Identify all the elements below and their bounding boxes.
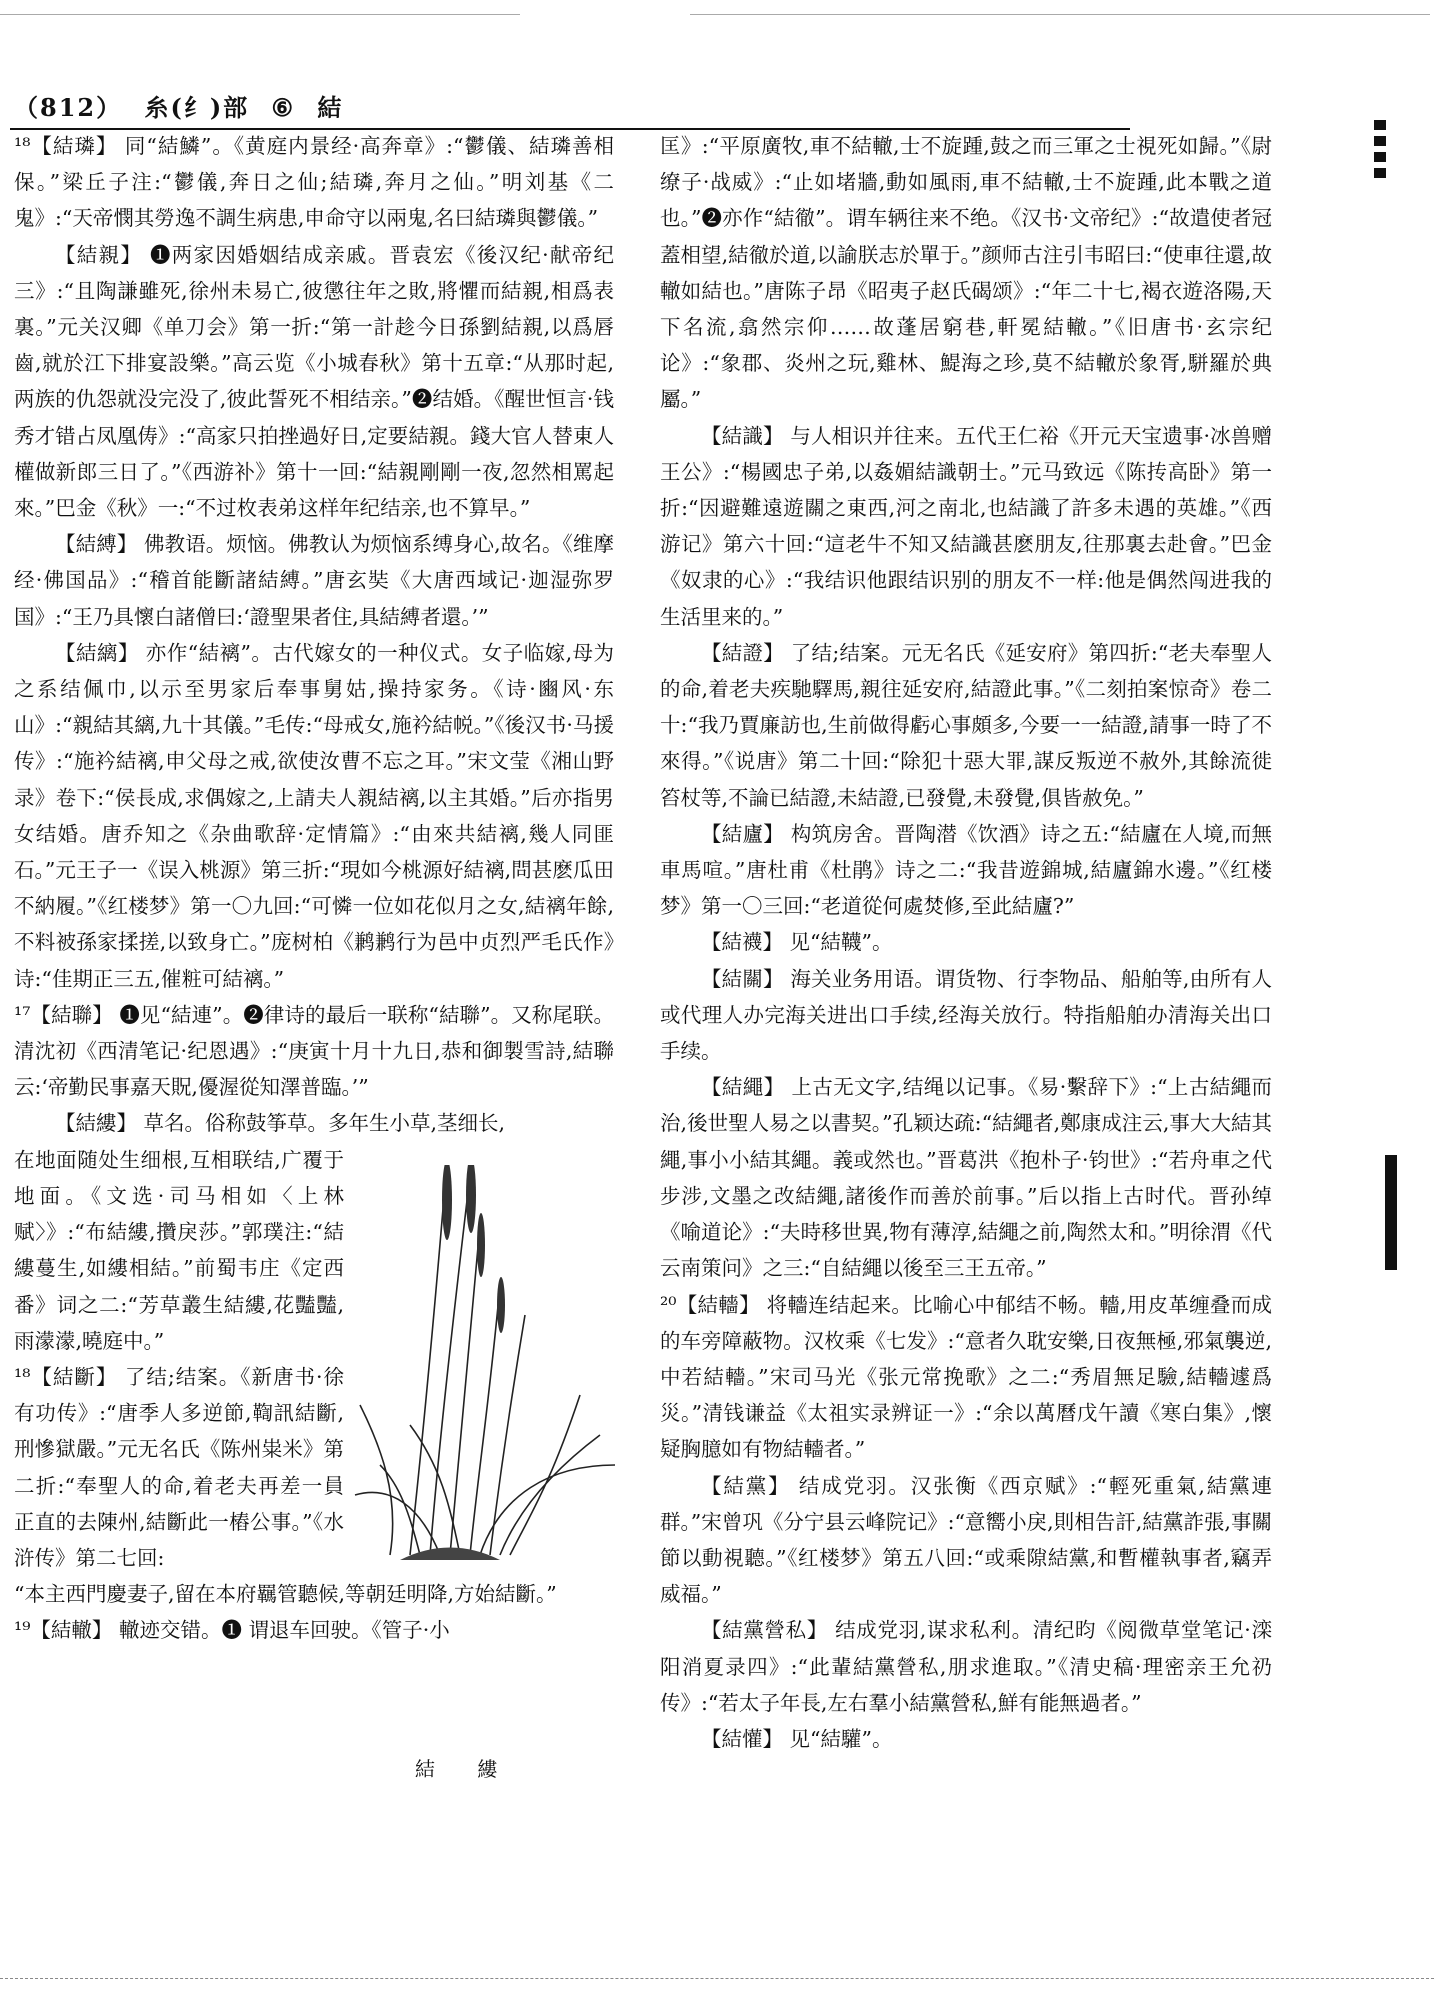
entry: 【結縛】 佛教语。烦恼。佛教认为烦恼系缚身心,故名。《维摩经·佛国品》:“稽首能斷諸結縛。”唐玄奘《大唐西域记·迦湿弥罗国》:“王乃具懷白諸僧曰:‘證聖果者住,具結縛者還。’” [14, 532, 614, 629]
entry: 【結黨營私】 结成党羽,谋求私利。清纪昀《阅微草堂笔记·滦阳消夏录四》:“此輩結黨營私,朋求進取。”《清史稿·理密亲王允礽传》:“若太子年長,左右羣小結黨營私,鮮有能無過者。” [660, 1618, 1272, 1715]
entry: 【結識】 与人相识并往来。五代王仁裕《开元天宝遗事·冰兽赠王公》:“楊國忠子弟,以姦媚結識朝士。”元马致远《陈抟高卧》第一折:“因避難遠遊關之東西,河之南北,也結識了許多未遇的英雄。”《西游记》第六十回:“這老牛不知又結識甚麽朋友,往那裏去赴會。”巴金《奴隶的心》:“我结识他跟结识别的朋友不一样:他是偶然闯进我的生活里来的。” [660, 423, 1272, 629]
entry: 【結親】 ❶两家因婚姻结成亲戚。晋袁宏《後汉纪·献帝纪三》:“且陶謙雖死,徐州未易亡,彼懲往年之敗,將懼而結親,相爲表裏。”元关汉卿《单刀会》第一折:“第一計趁今日孫劉結親,以爲唇齒,就於江下排宴設樂。”高云览《小城春秋》第十五章:“从那时起,两族的仇怨就没完没了,彼此誓死不相结亲。”❷结婚。《醒世恒言·钱秀才错占凤凰俦》:“高家只拍挫過好日,定要結親。錢大官人替東人權做新郎三日了。”《西游补》第十一回:“結親剛剛一夜,忽然相罵起來。”巴金《秋》一:“不过枚表弟这样年纪结亲,也不算早。” [14, 242, 614, 521]
entry: 【結關】 海关业务用语。谓货物、行李物品、船舶等,由所有人或代理人办完海关进出口手续,经海关放行。特指船舶办清海关出口手续。 [660, 966, 1272, 1064]
entry: ²⁰【結轖】 将轖连结起来。比喻心中郁结不畅。轖,用皮革缠叠而成的车旁障蔽物。汉枚乘《七发》:“意者久耽安樂,日夜無極,邪氣襲逆,中若結轖。”宋司马光《张元常挽歌》之二:“秀眉無足驗,結轖遽爲災。”清钱谦益《太祖实录辨证一》:“余以萬曆戊午讀《寒白集》,懷疑胸臆如有物結轖者。” [660, 1292, 1272, 1462]
grass-illustration [350, 1165, 620, 1560]
entry: 【結證】 了结;结案。元无名氏《延安府》第四折:“老夫奉聖人的命,着老夫疾馳驛馬,親往延安府,結證此事。”《二刻拍案惊奇》卷二十:“我乃賈廉訪也,生前做得虧心事頗多,今要一一結證,請事一時了不來得。”《说唐》第二十回:“除犯十惡大罪,謀反叛逆不赦外,其餘流徙笞杖等,不論已結證,未結證,已發覺,未發覺,俱皆赦免。” [660, 640, 1272, 810]
right-column [660, 128, 1272, 1757]
entry: 【結縷】 草名。俗称鼓筝草。多年生小草,茎细长, [55, 1111, 506, 1136]
wrapped-text-block [14, 1142, 344, 1576]
page-number: （812） [14, 93, 123, 122]
entry-continuation: “本主西門慶妻子,留在本府羈管聽候,等朝廷明降,方始結斷。” [14, 1582, 557, 1607]
entry: ¹⁸【結璘】 同“結鱗”。《黄庭内景经·高奔章》:“鬱儀、結璘善相保。”梁丘子注:“鬱儀,奔日之仙;結璘,奔月之仙。”明刘基《二鬼》:“天帝憫其勞逸不調生病患,申命守以兩鬼,名曰結璘與鬱儀。” [14, 134, 614, 231]
entry: 【結縭】 亦作“結褵”。古代嫁女的一种仪式。女子临嫁,母为之系结佩巾,以示至男家后奉事舅姑,操持家务。《诗·豳风·东山》:“親結其縭,九十其儀。”毛传:“母戒女,施衿結帨。”《後汉书·马援传》:“施衿結褵,申父母之戒,欲使汝曹不忘之耳。”宋文莹《湘山野录》卷下:“侯長成,求偶嫁之,上請夫人親結褵,以主其婚。”后亦指男女结婚。唐乔知之《杂曲歌辞·定情篇》:“由來共結褵,幾人同匪石。”元王子一《误入桃源》第三折:“現如今桃源好結褵,問甚麽瓜田不納履。”《红楼梦》第一〇九回:“可憐一位如花似月之女,結褵年餘,不料被孫家揉搓,以致身亡。”庞树柏《鹣鹣行为邑中贞烈严毛氏作》诗:“佳期正三五,催粧可結褵。” [14, 640, 614, 991]
scan-edge-line [0, 14, 520, 15]
stroke-count: ⑥ [271, 93, 296, 122]
header-character: 結 [317, 93, 344, 122]
entry: ¹⁷【結聯】 ❶见“結連”。❷律诗的最后一联称“結聯”。又称尾联。清沈初《西清笔记·纪恩遇》:“庚寅十月十九日,恭和御製雪詩,結聯云:‘帝勤民事嘉天貺,優渥從知澤普臨。’” [14, 1002, 614, 1100]
figure-caption: 結 縷 [415, 1757, 516, 1781]
margin-tab-mark [1385, 1155, 1397, 1270]
radical-label: 糸(纟)部 [144, 93, 250, 122]
scan-edge-line [690, 14, 1430, 15]
entry: 【結襪】 见“結韈”。 [701, 930, 893, 955]
scan-edge-line [0, 1978, 1434, 1979]
entry: 【結繩】 上古无文字,结绳以记事。《易·繫辞下》:“上古結繩而治,後世聖人易之以書契。”孔颖达疏:“結繩者,鄭康成注云,事大大結其繩,事小小結其繩。義或然也。”晋葛洪《抱朴子·钧世》:“若舟車之代步涉,文墨之改結繩,諸後作而善於前事。”后以指上古时代。晋孙绰《喻道论》:“夫時移世異,物有薄淳,結繩之前,陶然太和。”明徐渭《代云南策问》之三:“自結繩以後至三王五帝。” [660, 1075, 1272, 1281]
page-header [14, 88, 814, 128]
entry-continuation: 在地面随处生细根,互相联结,广覆于地面。《文选·司马相如〈上林赋〉》:“布結縷,攢戾莎。”郭璞注:“結縷蔓生,如縷相結。”前蜀韦庄《定西番》词之二:“芳草叢生結縷,花豔豔,雨濛濛,曉庭中。” [14, 1147, 344, 1353]
entry: 【結懽】 见“結驩”。 [701, 1726, 893, 1751]
entry: 【結黨】 结成党羽。汉张衡《西京赋》:“輕死重氣,結黨連群。”宋曾巩《分宁县云峰院记》:“意嚮小戾,則相告訐,結黨詐張,事關節以動視聽。”《红楼梦》第五八回:“或乘隙結黨,和暫權執事者,竊弄威福。” [660, 1473, 1272, 1607]
thumb-index-marks [1360, 100, 1400, 220]
entry: 【結廬】 构筑房舍。晋陶潜《饮酒》诗之五:“結廬在人境,而無車馬喧。”唐杜甫《杜鹃》诗之二:“我昔遊錦城,結廬錦水邊。”《红楼梦》第一〇三回:“老道從何處焚修,至此結廬?” [660, 821, 1272, 919]
entry-continuation: 匡》:“平原廣牧,車不結轍,士不旋踵,鼓之而三軍之士視死如歸。”《尉缭子·战威》:“止如堵牆,動如風雨,車不結轍,士不旋踵,此本戰之道也。”❷亦作“結徹”。谓车辆往来不绝。《汉书·文帝纪》:“故遣使者冠蓋相望,結徹於道,以諭朕志於單于。”颜师古注引韦昭曰:“使車往還,故轍如結也。”唐陈子昂《昭夷子赵氏碣颂》:“年二十七,褐衣遊洛陽,天下名流,翕然宗仰……故蓬居窮巷,軒冕結轍。”《旧唐书·玄宗纪论》:“象郡、炎州之玩,雞林、鯷海之珍,莫不結轍於象胥,駢羅於典屬。” [660, 134, 1272, 412]
entry: ¹⁹【結轍】 轍迹交错。❶ 谓退车回驶。《管子·小 [14, 1618, 450, 1643]
entry: ¹⁸【結斷】 了结;结案。《新唐书·徐有功传》:“唐季人多逆節,鞫訊結斷,刑慘獄嚴。”元无名氏《陈州粜米》第二折:“奉聖人的命,着老夫再差一員正直的去陳州,結斷此一樁公事。”《水浒传》第二七回: [14, 1364, 344, 1570]
